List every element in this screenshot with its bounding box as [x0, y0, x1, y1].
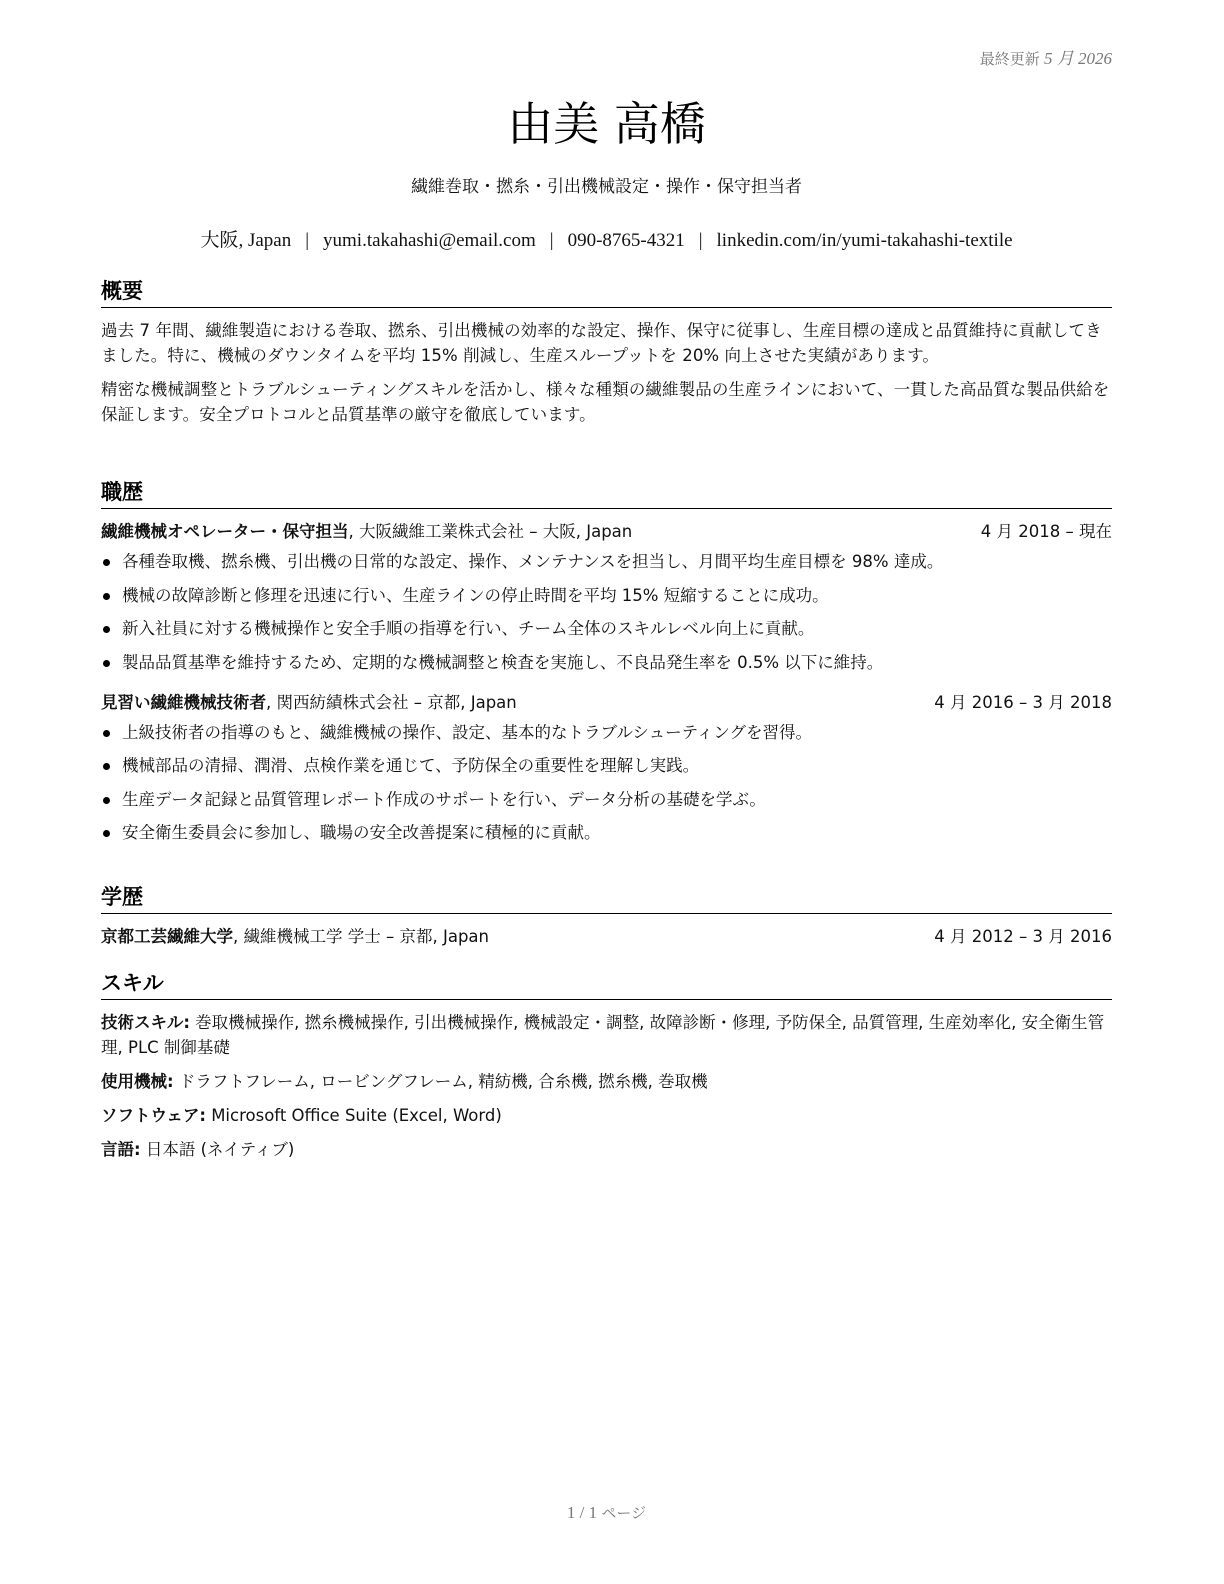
summary-paragraph: 精密な機械調整とトラブルシューティングスキルを活かし、様々な種類の繊維製品の生産ラインにおいて、一貫した高品質な製品供給を保証します。安全プロトコルと品質基準の厳守を徹底しています。: [101, 380, 1110, 424]
last-updated-label: 最終更新: [979, 50, 1040, 68]
skill-row: [101, 1010, 1112, 1060]
job-header: [101, 690, 1112, 716]
job-bullets: [101, 720, 1112, 847]
candidate-headline: 繊維巻取・撚糸・引出機械設定・操作・保守担当者: [411, 177, 802, 197]
page-number: 1 / 1: [566, 1503, 598, 1522]
page-footer: [101, 1502, 1112, 1523]
experience-title: 職歴: [101, 479, 1112, 509]
skill-row: [101, 1069, 1112, 1094]
job-bullet: 上級技術者の指導のもと、繊維機械の操作、設定、基本的なトラブルシューティングを習得。: [101, 720, 1112, 746]
job-bullet: 製品品質基準を維持するため、定期的な機械調整と検査を実施し、不良品発生率を 0.5% 以下に維持。: [101, 650, 1112, 676]
job-bullet: 新入社員に対する機械操作と安全手順の指導を行い、チーム全体のスキルレベル向上に貢献。: [101, 616, 1112, 642]
resume-page: [101, 0, 1112, 1584]
skills-section: [101, 970, 1112, 1171]
job-entry: [101, 519, 1112, 676]
job-dates: 4 月 2016 – 3 月 2018: [934, 692, 1112, 712]
summary-paragraph: 過去 7 年間、繊維製造における巻取、撚糸、引出機械の効率的な設定、操作、保守に従事し、生産目標の達成と品質維持に貢献してきました。特に、機械のダウンタイムを平均 15% 削減し、生産スループットを 20% 向上させた実績があります。: [101, 321, 1102, 365]
skill-key: 言語:: [101, 1140, 141, 1159]
job-bullet: 機械部品の清掃、潤滑、点検作業を通じて、予防保全の重要性を理解し実践。: [101, 753, 1112, 779]
summary-section: [101, 278, 1112, 436]
job-header: [101, 519, 1112, 545]
skill-key: 使用機械:: [101, 1072, 174, 1091]
job-bullet: 各種巻取機、撚糸機、引出機の日常的な設定、操作、メンテナンスを担当し、月間平均生産目標を 98% 達成。: [101, 549, 1112, 575]
job-bullet: 機械の故障診断と修理を迅速に行い、生産ラインの停止時間を平均 15% 短縮することに成功。: [101, 583, 1112, 609]
skill-key: ソフトウェア:: [101, 1106, 206, 1125]
candidate-name: 由美 高橋: [507, 97, 706, 151]
education-section: [101, 884, 1112, 954]
job-role: 見習い繊維機械技術者: [101, 692, 266, 712]
education-dates: 4 月 2012 – 3 月 2016: [934, 927, 1112, 946]
job-bullet: 安全衛生委員会に参加し、職場の安全改善提案に積極的に貢献。: [101, 820, 1112, 846]
contact-email[interactable]: yumi.takahashi@email.com: [323, 230, 536, 251]
skill-row: [101, 1137, 1112, 1162]
skill-value: Microsoft Office Suite (Excel, Word): [205, 1106, 502, 1125]
contact-line: [101, 225, 1112, 252]
skill-row: [101, 1103, 1112, 1128]
contact-phone: 090-8765-4321: [567, 230, 685, 251]
job-role: 繊維機械オペレーター・保守担当: [101, 522, 349, 541]
skill-value: 日本語 (ネイティブ): [140, 1140, 295, 1159]
experience-section: [101, 479, 1112, 854]
skills-title: スキル: [101, 970, 1112, 1000]
job-company: , 大阪繊維工業株式会社 – 大阪, Japan: [348, 522, 633, 541]
education-entry: [101, 924, 1112, 950]
job-bullets: [101, 549, 1112, 676]
education-school: 京都工芸繊維大学: [101, 927, 233, 946]
contact-separator: |: [698, 230, 703, 251]
contact-separator: |: [305, 230, 310, 251]
last-updated: [980, 44, 1112, 69]
skill-key: 技術スキル:: [101, 1013, 190, 1032]
contact-separator: |: [549, 230, 554, 251]
skill-value: 巻取機械操作, 撚糸機械操作, 引出機械操作, 機械設定・調整, 故障診断・修理, 予防保全, 品質管理, 生産効率化, 安全衛生管理, PLC 制御基礎: [101, 1013, 1105, 1057]
job-dates: 4 月 2018 – 現在: [980, 522, 1112, 541]
job-entry: [101, 690, 1112, 847]
education-title: 学歴: [101, 884, 1112, 914]
last-updated-date: 5 月 2026: [1044, 49, 1112, 68]
page-label: ページ: [601, 1504, 647, 1522]
education-degree: , 繊維機械工学 学士 – 京都, Japan: [233, 927, 489, 946]
job-company: , 関西紡績株式会社 – 京都, Japan: [266, 692, 517, 712]
contact-linkedin[interactable]: linkedin.com/in/yumi-takahashi-textile: [716, 230, 1013, 251]
contact-location: 大阪, Japan: [200, 230, 292, 251]
summary-title: 概要: [101, 278, 1112, 308]
job-bullet: 生産データ記録と品質管理レポート作成のサポートを行い、データ分析の基礎を学ぶ。: [101, 787, 1112, 813]
skill-value: ドラフトフレーム, ロービングフレーム, 精紡機, 合糸機, 撚糸機, 巻取機: [173, 1072, 708, 1091]
